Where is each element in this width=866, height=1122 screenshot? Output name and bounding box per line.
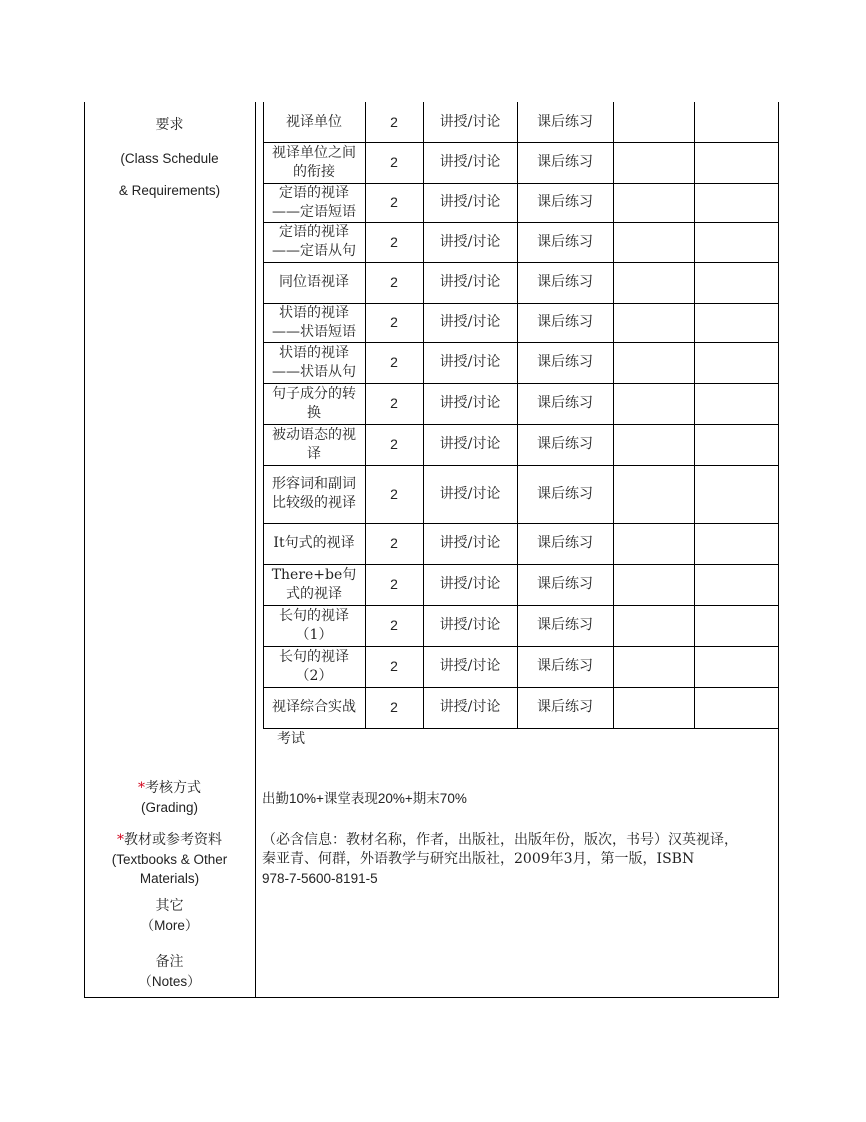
- homework-cell: 课后练习: [537, 658, 593, 674]
- hours-cell: 2: [390, 274, 398, 290]
- grading-text: 出勤10%+课堂表现20%+期末70%: [262, 791, 467, 806]
- textbook-text-line2: 秦亚青、何群，外语教学与研究出版社，2009年3月，第一版，ISBN: [262, 851, 695, 867]
- method-cell: 讲授/讨论: [439, 194, 501, 210]
- method-cell: 讲授/讨论: [439, 699, 501, 715]
- hours-cell: 2: [390, 535, 398, 551]
- topic-cell: 视译单位: [286, 113, 342, 130]
- homework-cell: 课后练习: [537, 233, 593, 250]
- homework-cell: 课后练习: [537, 436, 593, 452]
- textbook-text-line3: 978-7-5600-8191-5: [262, 871, 378, 886]
- textbooks-label-zh: 教材或参考资料: [124, 832, 222, 848]
- hours-cell: 2: [390, 194, 398, 210]
- method-cell: 讲授/讨论: [439, 617, 501, 633]
- method-cell: 讲授/讨论: [439, 314, 501, 330]
- hours-cell: 2: [390, 658, 398, 674]
- textbook-text: [262, 831, 774, 888]
- label-column-divider: [255, 102, 256, 998]
- hours-cell: 2: [390, 113, 398, 130]
- topic-cell: 视译综合实战: [272, 699, 356, 715]
- notes-label-en: （Notes）: [138, 974, 201, 989]
- topic-cell: There+be句式的视译: [271, 566, 357, 602]
- topic-cell: 同位语视译: [279, 274, 349, 290]
- method-cell: 讲授/讨论: [439, 395, 501, 411]
- method-cell: 讲授/讨论: [439, 154, 501, 170]
- homework-cell: 课后练习: [537, 395, 593, 411]
- hours-cell: 2: [390, 354, 398, 370]
- required-star: *: [117, 832, 124, 848]
- homework-cell: 课后练习: [537, 154, 593, 170]
- homework-cell: 课后练习: [537, 617, 593, 633]
- schedule-label-en1: (Class Schedule: [120, 151, 219, 166]
- homework-cell: 课后练习: [537, 699, 593, 715]
- exam-label: 考试: [277, 731, 305, 747]
- grading-label: [84, 779, 255, 817]
- homework-cell: 课后练习: [537, 535, 593, 551]
- method-cell: 讲授/讨论: [439, 274, 501, 290]
- hours-cell: 2: [390, 485, 398, 502]
- homework-cell: 课后练习: [537, 314, 593, 330]
- homework-cell: 课后练习: [537, 485, 593, 502]
- homework-cell: 课后练习: [537, 576, 593, 592]
- topic-cell: 形容词和副词比较级的视译: [272, 476, 356, 511]
- schedule-label-en2: & Requirements): [118, 183, 221, 198]
- topic-cell: 定语的视译——定语从句: [272, 224, 356, 259]
- more-label-en: （More）: [140, 918, 199, 933]
- homework-cell: 课后练习: [537, 194, 593, 210]
- grading-label-en: (Grading): [140, 800, 199, 815]
- textbooks-label: [84, 831, 255, 888]
- topic-cell: 长句的视译（2）: [279, 648, 349, 684]
- notes-label: [84, 953, 255, 991]
- topic-cell: 视译单位之间的衔接: [272, 144, 356, 180]
- method-cell: 讲授/讨论: [439, 485, 501, 502]
- hours-cell: 2: [390, 576, 398, 592]
- hours-cell: 2: [390, 233, 398, 250]
- schedule-label-zh: 要求: [155, 117, 184, 133]
- more-label: [84, 897, 255, 935]
- hours-cell: 2: [390, 314, 398, 330]
- topic-cell: 长句的视译（1）: [279, 607, 349, 643]
- method-cell: 讲授/讨论: [439, 113, 501, 130]
- method-cell: 讲授/讨论: [439, 535, 501, 551]
- method-cell: 讲授/讨论: [439, 354, 501, 370]
- textbook-text-line1: （必含信息：教材名称，作者，出版社，出版年份，版次，书号）汉英视译，: [262, 832, 738, 848]
- textbooks-label-en1: (Textbooks & Other: [111, 852, 228, 867]
- column-divider: [694, 102, 695, 728]
- topic-cell: 被动语态的视译: [272, 426, 356, 462]
- required-star: *: [138, 780, 145, 796]
- notes-label-zh: 备注: [155, 954, 184, 970]
- homework-cell: 课后练习: [537, 113, 593, 130]
- more-label-zh: 其它: [155, 898, 184, 914]
- topic-cell: 状语的视译——状语短语: [272, 304, 356, 340]
- topic-cell: 句子成分的转换: [272, 385, 356, 421]
- hours-cell: 2: [390, 436, 398, 452]
- grading-label-zh: 考核方式: [145, 780, 201, 796]
- hours-cell: 2: [390, 395, 398, 411]
- homework-cell: 课后练习: [537, 274, 593, 290]
- column-divider: [613, 102, 614, 728]
- topic-cell: 状语的视译——状语从句: [272, 344, 356, 380]
- hours-cell: 2: [390, 617, 398, 633]
- schedule-label: [84, 116, 255, 200]
- row-separator: [263, 728, 779, 729]
- method-cell: 讲授/讨论: [439, 233, 501, 250]
- topic-cell: 定语的视译——定语短语: [272, 184, 356, 220]
- method-cell: 讲授/讨论: [439, 436, 501, 452]
- textbooks-label-en2: Materials): [139, 871, 200, 886]
- hours-cell: 2: [390, 154, 398, 170]
- method-cell: 讲授/讨论: [439, 658, 501, 674]
- topic-cell: It句式的视译: [273, 535, 355, 551]
- homework-cell: 课后练习: [537, 354, 593, 370]
- hours-cell: 2: [390, 699, 398, 715]
- method-cell: 讲授/讨论: [439, 576, 501, 592]
